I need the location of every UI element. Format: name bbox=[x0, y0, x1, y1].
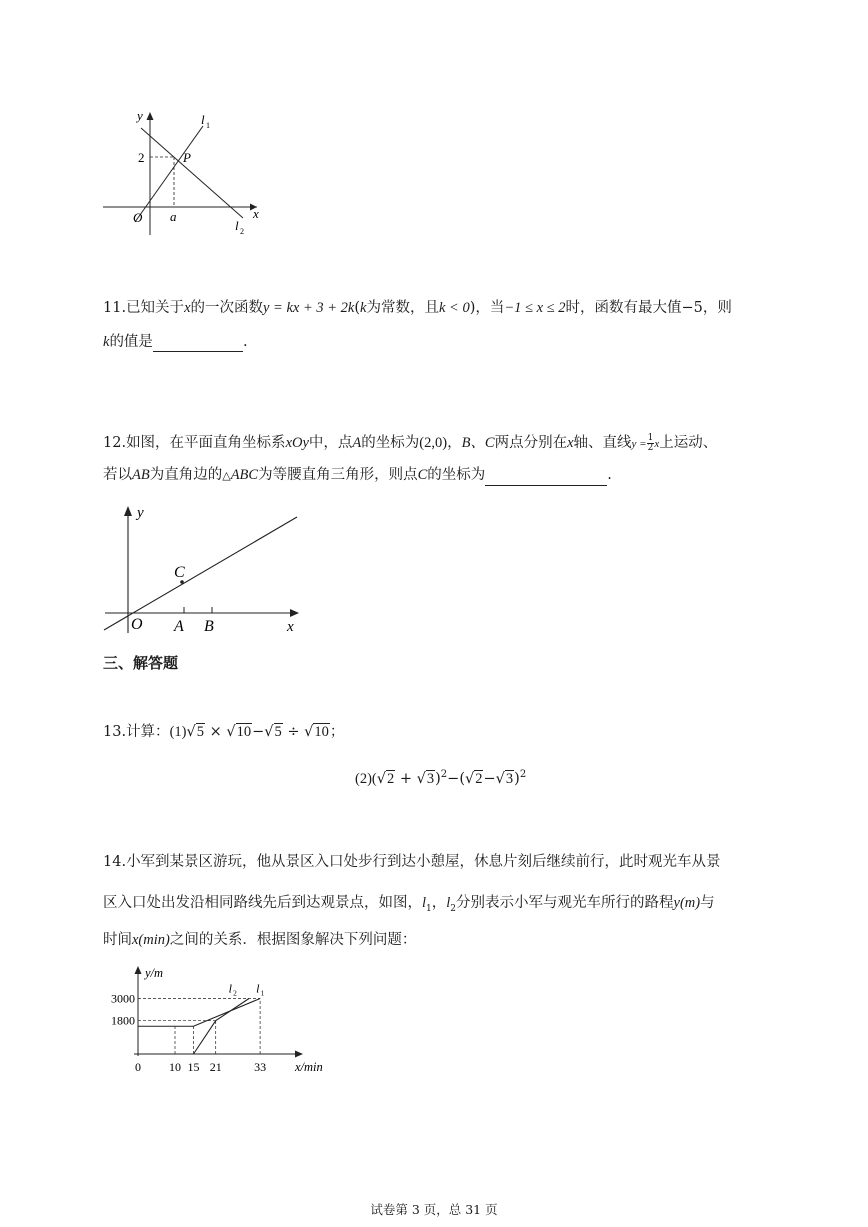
q14-number: 14. bbox=[103, 854, 127, 870]
page-footer: 试卷第 3 页，总 31 页 bbox=[370, 1202, 498, 1217]
x-axis-arrow bbox=[295, 1051, 303, 1058]
x-axis-label: x/min bbox=[295, 1060, 323, 1074]
question-11: 11.已知关于x的一次函数y = kx + 3 + 2k(k为常数，且k < 0)，当−1 ≤ x ≤ 2时，函数有最大值−5，则 bbox=[103, 300, 732, 316]
x-tick-0: 0 bbox=[135, 1060, 141, 1074]
fig2-A-label: A bbox=[174, 618, 184, 635]
fig2-y-label: y bbox=[137, 505, 144, 521]
question-11-line2: k的值是 . bbox=[103, 334, 248, 350]
fig1-l2-label: l bbox=[235, 218, 239, 233]
series-l2-sub: 2 bbox=[233, 988, 237, 998]
fig2-x-label: x bbox=[287, 619, 294, 635]
y-axis-label: y/m bbox=[145, 966, 164, 980]
series-l1-label: l bbox=[256, 981, 260, 996]
distance-time-chart bbox=[95, 962, 345, 1082]
fig2-C-label: C bbox=[174, 564, 185, 581]
q12-fraction: $\frac{1}{2}$ bbox=[647, 432, 654, 453]
question-14: 14.小军到某景区游玩，他从景区入口处步行到达小憩屋，休息片刻后继续前行，此时观光车从景 bbox=[103, 854, 721, 870]
figure-q12 bbox=[100, 500, 310, 640]
question-13-part2: $(2)(√2 + √3)^2-(√2-√3)^2$ bbox=[355, 769, 527, 787]
q12-number: 12. bbox=[103, 435, 127, 451]
section-heading: 三、解答题 bbox=[103, 654, 179, 672]
fig2-O-label: O bbox=[131, 616, 143, 633]
question-14-line2: 区入口处出发沿相同路线先后到达观景点，如图，$l_1$，$l_2$分别表示小军与观光车所行的路程y(m)与 bbox=[103, 895, 715, 914]
q11-answer-blank[interactable] bbox=[153, 333, 243, 352]
q12-answer-blank[interactable] bbox=[485, 467, 607, 486]
fig2-B-label: B bbox=[204, 618, 214, 635]
x-tick-33: 33 bbox=[254, 1060, 267, 1074]
fig1-l1-label: l bbox=[201, 112, 205, 127]
figure-intersecting-lines bbox=[95, 100, 275, 240]
fig1-a-label: a bbox=[170, 209, 177, 224]
q13-number: 13. bbox=[103, 724, 127, 740]
fig1-x-label: x bbox=[253, 206, 259, 221]
q11-number: 11. bbox=[103, 300, 127, 316]
y-tick-1800: 1800 bbox=[111, 1013, 135, 1028]
question-12-line2: 若以AB为直角边的△ABC为等腰直角三角形，则点C的坐标为 . bbox=[103, 465, 612, 486]
fig1-O-label: O bbox=[133, 210, 143, 225]
question-12: 12.如图，在平面直角坐标系xOy中，点A的坐标为(2,0)，B、C两点分别在x轴、直线y = $\frac{1}{2}$ x上运动、 bbox=[103, 432, 718, 453]
fig1-l1-sub: 1 bbox=[206, 121, 210, 130]
question-14-line3: 时间x(min)之间的关系．根据图象解决下列问题： bbox=[103, 932, 417, 948]
series-l1-sub: 1 bbox=[260, 988, 265, 998]
series-l2-label: l bbox=[228, 981, 232, 996]
x-tick-10: 10 bbox=[169, 1060, 181, 1074]
fig1-l2-sub: 2 bbox=[240, 227, 244, 236]
y-axis-arrow bbox=[135, 966, 142, 974]
question-13: 13.计算：(1)√5 × √10−√5 ÷ √10； bbox=[103, 724, 345, 740]
x-tick-21: 21 bbox=[209, 1060, 222, 1074]
q11-function: y = kx + 3 + 2k bbox=[263, 300, 355, 316]
fig1-two-label: 2 bbox=[138, 150, 145, 165]
x-tick-15: 15 bbox=[187, 1060, 200, 1074]
fig1-P-label: P bbox=[183, 150, 191, 165]
y-tick-3000: 3000 bbox=[111, 991, 135, 1006]
fig1-y-label: y bbox=[137, 108, 143, 123]
